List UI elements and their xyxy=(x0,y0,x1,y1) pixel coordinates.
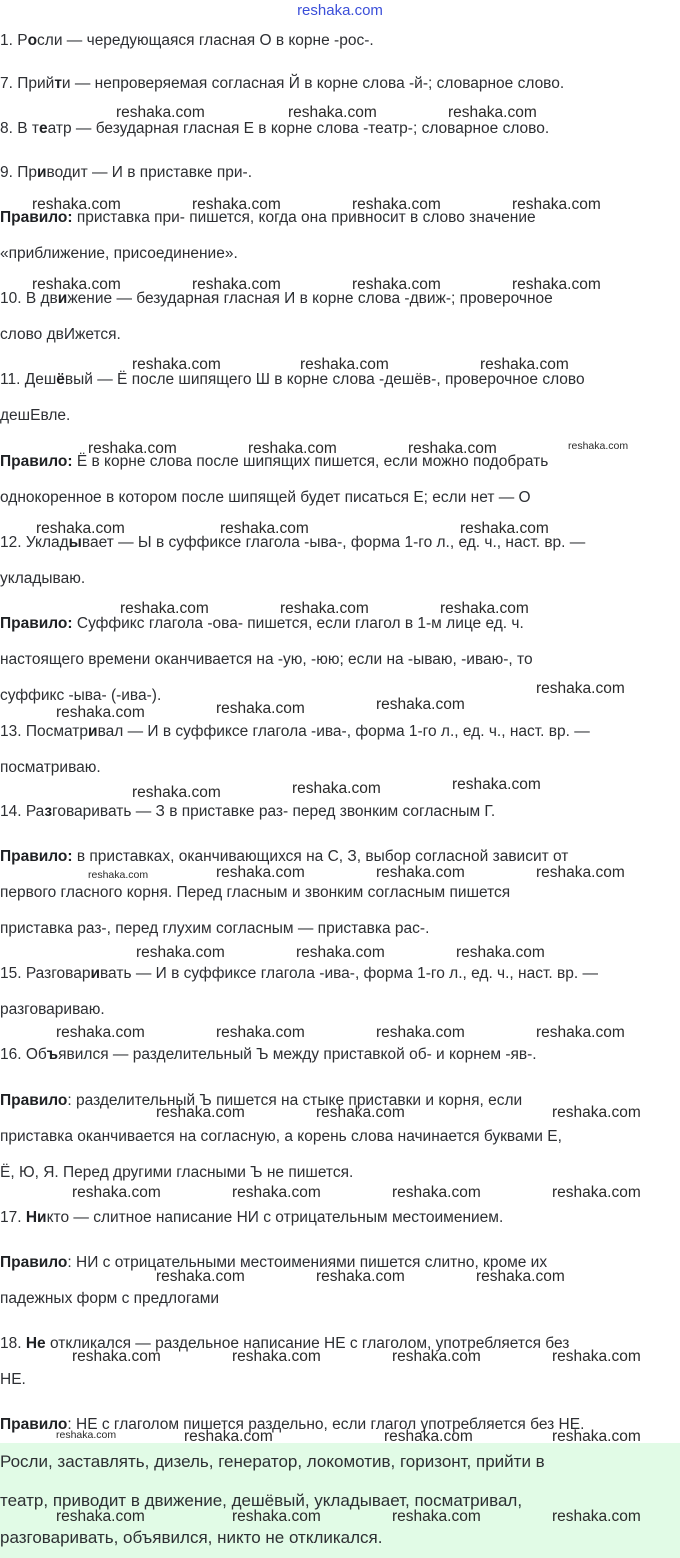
watermark: reshaka.com xyxy=(220,520,309,537)
watermark: reshaka.com xyxy=(476,1268,565,1285)
watermark: reshaka.com xyxy=(392,1184,481,1201)
watermark: reshaka.com xyxy=(32,196,121,213)
watermark: reshaka.com xyxy=(448,104,537,121)
watermark: reshaka.com xyxy=(136,944,225,961)
answer-item-17: 17. Никто — слитное написание НИ с отрицательным местоимением. xyxy=(0,1209,504,1226)
watermark: reshaka.com xyxy=(192,276,281,293)
rule-16-cont2: Ё, Ю, Я. Перед другими гласными Ъ не пишется. xyxy=(0,1164,354,1181)
watermark: reshaka.com xyxy=(392,1508,481,1525)
watermark: reshaka.com xyxy=(88,869,149,881)
watermark: reshaka.com xyxy=(72,1184,161,1201)
watermark: reshaka.com xyxy=(452,776,541,793)
watermark: reshaka.com xyxy=(552,1104,641,1121)
watermark: reshaka.com xyxy=(460,520,549,537)
answer-item-14: 14. Разговаривать — З в приставке раз- перед звонким согласным Г. xyxy=(0,803,496,820)
answer-item-8: 8. В театр — безударная гласная Е в корне слова -театр-; словарное слово. xyxy=(0,120,550,137)
watermark: reshaka.com xyxy=(56,1508,145,1525)
site-link[interactable]: reshaka.com xyxy=(297,2,383,19)
answer-summary-line-3: разговаривать, объявился, никто не откликался. xyxy=(0,1528,383,1547)
watermark: reshaka.com xyxy=(184,1428,273,1445)
watermark: reshaka.com xyxy=(512,276,601,293)
answer-item-16: 16. Объявился — разделительный Ъ между приставкой об- и корнем -яв-. xyxy=(0,1046,537,1063)
watermark: reshaka.com xyxy=(248,440,337,457)
answer-item-11: 11. Дешёвый — Ё после шипящего Ш в корне слова -дешёв-, проверочное слово xyxy=(0,371,585,388)
answer-item-18: 18. Не откликался — раздельное написание НЕ с глаголом, употребляется без xyxy=(0,1335,570,1352)
rule-12-cont: настоящего времени оканчивается на -ую, -юю; если на -ываю, -иваю-, то xyxy=(0,651,533,668)
rule-9-cont: «приближение, присоединение». xyxy=(0,245,238,262)
watermark: reshaka.com xyxy=(568,440,629,452)
watermark: reshaka.com xyxy=(156,1104,245,1121)
answer-item-9: 9. Приводит — И в приставке при-. xyxy=(0,164,252,181)
watermark: reshaka.com xyxy=(280,600,369,617)
rule-18: Правило: НЕ с глаголом пишется раздельно, если глагол употребляется без НЕ. xyxy=(0,1416,585,1433)
answer-summary-block xyxy=(0,1443,680,1558)
rule-12: Правило: Суффикс глагола -ова- пишется, если глагол в 1-м лице ед. ч. xyxy=(0,615,524,632)
watermark: reshaka.com xyxy=(56,704,145,721)
answer-item-7: 7. Прийти — непроверяемая согласная Й в корне слова -й-; словарное слово. xyxy=(0,75,565,92)
answer-item-10: 10. В движение — безударная гласная И в корне слова -движ-; проверочное xyxy=(0,290,553,307)
answer-item-13: 13. Посматривал — И в суффиксе глагола -ива-, форма 1-го л., ед. ч., наст. вр. — xyxy=(0,723,590,740)
watermark: reshaka.com xyxy=(536,680,625,697)
watermark: reshaka.com xyxy=(56,1024,145,1041)
rule-14-cont2: приставка раз-, перед глухим согласным — приставка рас-. xyxy=(0,920,430,937)
watermark: reshaka.com xyxy=(88,440,177,457)
watermark: reshaka.com xyxy=(552,1508,641,1525)
answer-item-15-cont: разговариваю. xyxy=(0,1001,105,1018)
watermark: reshaka.com xyxy=(232,1184,321,1201)
answer-item-12: 12. Укладывает — Ы в суффиксе глагола -ыва-, форма 1-го л., ед. ч., наст. вр. — xyxy=(0,534,586,551)
watermark: reshaka.com xyxy=(232,1508,321,1525)
watermark: reshaka.com xyxy=(408,440,497,457)
answer-item-10-cont: слово двИжется. xyxy=(0,326,121,343)
rule-16: Правило: разделительный Ъ пишется на стыке приставки и корня, если xyxy=(0,1092,523,1109)
watermark: reshaka.com xyxy=(192,196,281,213)
watermark: reshaka.com xyxy=(300,356,389,373)
answer-item-15: 15. Разговаривать — И в суффиксе глагола -ива-, форма 1-го л., ед. ч., наст. вр. — xyxy=(0,965,598,982)
watermark: reshaka.com xyxy=(288,104,377,121)
watermark: reshaka.com xyxy=(216,864,305,881)
watermark: reshaka.com xyxy=(216,700,305,717)
watermark: reshaka.com xyxy=(352,276,441,293)
rule-11: Правило: Ё в корне слова после шипящих пишется, если можно подобрать xyxy=(0,453,549,470)
rule-17: Правило: НИ с отрицательными местоимениями пишется слитно, кроме их xyxy=(0,1254,548,1271)
answer-item-13-cont: посматриваю. xyxy=(0,759,101,776)
watermark: reshaka.com xyxy=(376,1024,465,1041)
answer-item-11-cont: дешЕвле. xyxy=(0,407,71,424)
watermark: reshaka.com xyxy=(536,1024,625,1041)
watermark: reshaka.com xyxy=(292,780,381,797)
rule-16-cont: приставка оканчивается на согласную, а корень слова начинается буквами Е, xyxy=(0,1128,562,1145)
answer-item-18-cont: НЕ. xyxy=(0,1371,26,1388)
watermark: reshaka.com xyxy=(296,944,385,961)
watermark: reshaka.com xyxy=(392,1348,481,1365)
watermark: reshaka.com xyxy=(316,1104,405,1121)
watermark: reshaka.com xyxy=(512,196,601,213)
watermark: reshaka.com xyxy=(56,1429,117,1441)
watermark: reshaka.com xyxy=(216,1024,305,1041)
watermark: reshaka.com xyxy=(376,696,465,713)
rule-17-cont: падежных форм с предлогами xyxy=(0,1290,220,1307)
answer-item-1: 1. Росли — чередующаяся гласная О в корне -рос-. xyxy=(0,32,374,49)
watermark: reshaka.com xyxy=(120,600,209,617)
watermark: reshaka.com xyxy=(116,104,205,121)
watermark: reshaka.com xyxy=(132,356,221,373)
watermark: reshaka.com xyxy=(32,276,121,293)
answer-summary-line-2: театр, приводит в движение, дешёвый, укладывает, посматривал, xyxy=(0,1491,523,1510)
watermark: reshaka.com xyxy=(376,864,465,881)
watermark: reshaka.com xyxy=(352,196,441,213)
rule-12-cont2: суффикс -ыва- (-ива-). xyxy=(0,687,162,704)
watermark: reshaka.com xyxy=(440,600,529,617)
watermark: reshaka.com xyxy=(536,864,625,881)
rule-9: Правило: приставка при- пишется, когда она привносит в слово значение xyxy=(0,209,536,226)
rule-11-cont: однокоренное в котором после шипящей будет писаться Е; если нет — О xyxy=(0,489,531,506)
watermark: reshaka.com xyxy=(232,1348,321,1365)
watermark: reshaka.com xyxy=(36,520,125,537)
answer-item-12-cont: укладываю. xyxy=(0,570,86,587)
watermark: reshaka.com xyxy=(552,1348,641,1365)
rule-14: Правило: в приставках, оканчивающихся на С, З, выбор согласной зависит от xyxy=(0,848,569,865)
watermark: reshaka.com xyxy=(384,1428,473,1445)
watermark: reshaka.com xyxy=(316,1268,405,1285)
watermark: reshaka.com xyxy=(72,1348,161,1365)
watermark: reshaka.com xyxy=(156,1268,245,1285)
rule-14-cont: первого гласного корня. Перед гласным и звонким согласным пишется xyxy=(0,884,511,901)
watermark: reshaka.com xyxy=(552,1428,641,1445)
watermark: reshaka.com xyxy=(456,944,545,961)
answer-summary-line-1: Росли, заставлять, дизель, генератор, локомотив, горизонт, прийти в xyxy=(0,1452,545,1471)
watermark: reshaka.com xyxy=(552,1184,641,1201)
watermark: reshaka.com xyxy=(132,784,221,801)
watermark: reshaka.com xyxy=(480,356,569,373)
